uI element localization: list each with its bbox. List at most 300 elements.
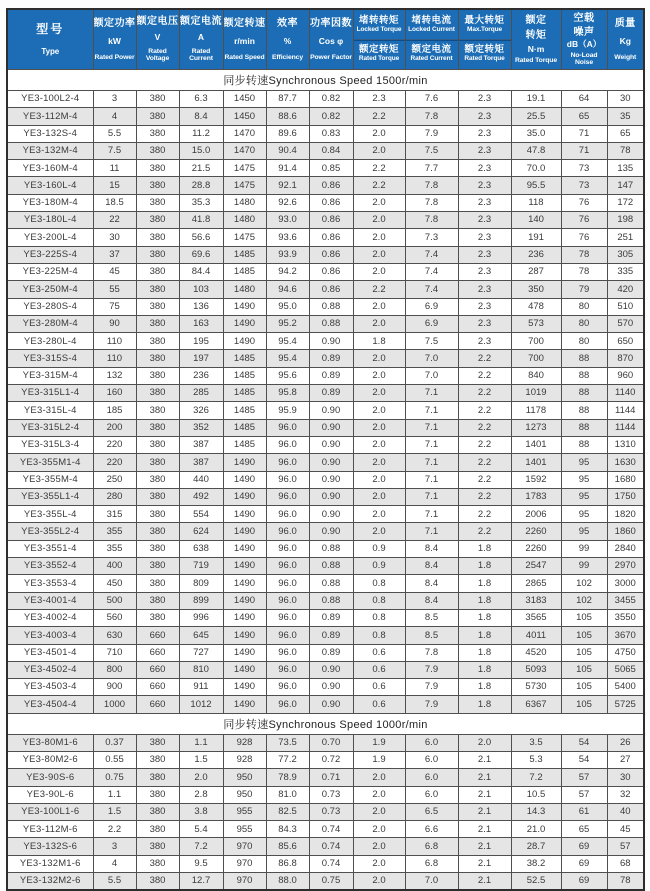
table-cell: 0.73 xyxy=(309,786,353,803)
model-cell: YE3-4504-4 xyxy=(7,696,93,713)
table-cell: 220 xyxy=(93,436,136,453)
header-unit-label: N·m xyxy=(527,43,545,54)
model-cell: YE3-315L-4 xyxy=(7,402,93,419)
table-row xyxy=(7,454,644,471)
table-row xyxy=(7,661,644,678)
table-cell: 96.0 xyxy=(266,592,309,609)
model-cell: YE3-80M2-6 xyxy=(7,751,93,768)
table-cell: 64 xyxy=(561,91,607,108)
table-cell: 0.74 xyxy=(309,838,353,855)
table-cell: 84.4 xyxy=(179,263,223,280)
table-cell: 7.2 xyxy=(179,838,223,855)
table-row xyxy=(7,609,644,626)
table-cell: 810 xyxy=(179,661,223,678)
header-en-label: Rated Torque xyxy=(464,55,505,63)
table-cell: 380 xyxy=(136,786,179,803)
table-cell: 573 xyxy=(511,315,561,332)
model-cell: YE3-4502-4 xyxy=(7,661,93,678)
table-cell: 1783 xyxy=(511,488,561,505)
table-row xyxy=(7,540,644,557)
header-zh-label: 噪声 xyxy=(573,26,595,38)
model-cell: YE3-112M-6 xyxy=(7,821,93,838)
table-row xyxy=(7,177,644,194)
table-cell: 900 xyxy=(93,679,136,696)
table-cell: 0.88 xyxy=(309,540,353,557)
table-cell: 0.90 xyxy=(309,454,353,471)
table-row xyxy=(7,367,644,384)
table-cell: 3565 xyxy=(511,609,561,626)
table-cell: 37 xyxy=(93,246,136,263)
table-cell: 0.6 xyxy=(353,661,405,678)
table-cell: 236 xyxy=(511,246,561,263)
header-unit-label: V xyxy=(154,32,161,43)
table-cell: 65 xyxy=(561,108,607,125)
table-cell: 2.0 xyxy=(353,367,405,384)
header-zh-label: 额定功率 xyxy=(93,18,136,30)
table-cell: 45 xyxy=(607,821,644,838)
model-cell: YE3-200L-4 xyxy=(7,229,93,246)
table-cell: 77.2 xyxy=(266,751,309,768)
table-cell: 0.73 xyxy=(309,803,353,820)
table-cell: 2.2 xyxy=(458,436,511,453)
table-cell: 660 xyxy=(136,696,179,713)
table-cell: 95 xyxy=(561,523,607,540)
table-cell: 7.1 xyxy=(405,523,458,540)
table-cell: 7.5 xyxy=(93,142,136,159)
table-cell: 2.1 xyxy=(458,751,511,768)
table-cell: 6367 xyxy=(511,696,561,713)
table-cell: 0.74 xyxy=(309,855,353,872)
table-cell: 380 xyxy=(136,246,179,263)
table-cell: 2.1 xyxy=(458,873,511,891)
table-cell: 92.1 xyxy=(266,177,309,194)
table-row xyxy=(7,786,644,803)
table-cell: 28.7 xyxy=(511,838,561,855)
table-cell: 27 xyxy=(607,751,644,768)
table-cell: 2.3 xyxy=(458,246,511,263)
header-en-label: Max.Torque xyxy=(467,26,502,34)
table-cell: 96.0 xyxy=(266,679,309,696)
table-cell: 30 xyxy=(607,91,644,108)
table-cell: 25.5 xyxy=(511,108,561,125)
table-cell: 2.2 xyxy=(353,160,405,177)
header-ratio-top xyxy=(354,11,405,40)
table-row xyxy=(7,873,644,891)
table-cell: 220 xyxy=(93,454,136,471)
table-cell: 645 xyxy=(179,627,223,644)
table-cell: 2.2 xyxy=(353,177,405,194)
table-cell: 996 xyxy=(179,609,223,626)
table-cell: 96.0 xyxy=(266,696,309,713)
table-cell: 1470 xyxy=(223,142,266,159)
table-cell: 73.5 xyxy=(266,734,309,751)
table-row xyxy=(7,506,644,523)
model-cell: YE3-355L1-4 xyxy=(7,488,93,505)
table-cell: 0.75 xyxy=(93,769,136,786)
table-cell: 21.0 xyxy=(511,821,561,838)
table-cell: 1480 xyxy=(223,194,266,211)
table-cell: 197 xyxy=(179,350,223,367)
table-cell: 0.6 xyxy=(353,679,405,696)
table-cell: 960 xyxy=(607,367,644,384)
table-cell: 1.8 xyxy=(458,679,511,696)
table-cell: 2.2 xyxy=(458,506,511,523)
table-cell: 11.2 xyxy=(179,125,223,142)
table-cell: 1490 xyxy=(223,488,266,505)
table-cell: 76 xyxy=(561,229,607,246)
table-cell: 1178 xyxy=(511,402,561,419)
table-cell: 1490 xyxy=(223,540,266,557)
table-cell: 79 xyxy=(561,281,607,298)
table-cell: 95.9 xyxy=(266,402,309,419)
table-cell: 105 xyxy=(561,609,607,626)
table-row xyxy=(7,627,644,644)
table-cell: 1144 xyxy=(607,419,644,436)
table-cell: 96.0 xyxy=(266,471,309,488)
table-cell: 96.0 xyxy=(266,575,309,592)
table-cell: 2.2 xyxy=(353,108,405,125)
model-cell: YE3-90L-6 xyxy=(7,786,93,803)
table-cell: 2.0 xyxy=(458,734,511,751)
table-row xyxy=(7,855,644,872)
table-cell: 2.0 xyxy=(353,454,405,471)
table-cell: 2.1 xyxy=(458,803,511,820)
model-cell: YE3-225M-4 xyxy=(7,263,93,280)
table-cell: 88 xyxy=(561,402,607,419)
table-cell: 0.90 xyxy=(309,696,353,713)
table-cell: 660 xyxy=(136,644,179,661)
table-cell: 2.0 xyxy=(353,298,405,315)
table-cell: 88 xyxy=(561,350,607,367)
table-cell: 2.2 xyxy=(458,419,511,436)
model-cell: YE3-132M-4 xyxy=(7,142,93,159)
table-cell: 0.72 xyxy=(309,751,353,768)
model-cell: YE3-3553-4 xyxy=(7,575,93,592)
table-cell: 110 xyxy=(93,333,136,350)
model-cell: YE3-355L-4 xyxy=(7,506,93,523)
table-cell: 7.7 xyxy=(405,160,458,177)
table-cell: 35.3 xyxy=(179,194,223,211)
table-cell: 54 xyxy=(561,751,607,768)
table-row xyxy=(7,523,644,540)
table-row xyxy=(7,558,644,575)
table-cell: 105 xyxy=(561,679,607,696)
table-cell: 955 xyxy=(223,803,266,820)
table-row xyxy=(7,385,644,402)
table-cell: 0.8 xyxy=(353,627,405,644)
table-cell: 35 xyxy=(607,108,644,125)
table-row xyxy=(7,263,644,280)
table-cell: 2.0 xyxy=(353,873,405,891)
table-cell: 200 xyxy=(93,419,136,436)
table-cell: 1490 xyxy=(223,679,266,696)
table-cell: 2006 xyxy=(511,506,561,523)
table-cell: 6.5 xyxy=(405,803,458,820)
table-cell: 1.8 xyxy=(353,333,405,350)
table-cell: 0.86 xyxy=(309,212,353,229)
model-cell: YE3-355L2-4 xyxy=(7,523,93,540)
model-cell: YE3-315M-4 xyxy=(7,367,93,384)
table-cell: 88 xyxy=(561,419,607,436)
table-cell: 2.0 xyxy=(353,402,405,419)
model-cell: YE3-4002-4 xyxy=(7,609,93,626)
table-cell: 28.8 xyxy=(179,177,223,194)
table-cell: 102 xyxy=(561,575,607,592)
col-header-rated-speed xyxy=(223,9,266,70)
table-cell: 88.0 xyxy=(266,873,309,891)
header-zh-label: 功率因数 xyxy=(310,18,352,30)
table-cell: 0.90 xyxy=(309,661,353,678)
table-cell: 8.4 xyxy=(405,575,458,592)
table-cell: 970 xyxy=(223,838,266,855)
table-cell: 22 xyxy=(93,212,136,229)
table-cell: 285 xyxy=(179,385,223,402)
table-cell: 380 xyxy=(136,769,179,786)
table-cell: 2970 xyxy=(607,558,644,575)
table-cell: 41.8 xyxy=(179,212,223,229)
header-en-label: Rated Speed xyxy=(224,53,265,61)
table-cell: 380 xyxy=(136,471,179,488)
table-row xyxy=(7,436,644,453)
header-zh-label: 质量 xyxy=(614,18,636,30)
table-cell: 5400 xyxy=(607,679,644,696)
table-cell: 380 xyxy=(136,281,179,298)
table-cell: 380 xyxy=(136,436,179,453)
table-cell: 95.4 xyxy=(266,350,309,367)
table-cell: 1490 xyxy=(223,558,266,575)
table-cell: 198 xyxy=(607,212,644,229)
table-cell: 2.3 xyxy=(458,142,511,159)
table-cell: 7.3 xyxy=(405,229,458,246)
model-cell: YE3-132M2-6 xyxy=(7,873,93,891)
table-cell: 2.0 xyxy=(353,855,405,872)
col-header-rated-torque xyxy=(511,9,561,70)
table-cell: 380 xyxy=(136,454,179,471)
table-cell: 719 xyxy=(179,558,223,575)
table-cell: 88.6 xyxy=(266,108,309,125)
table-cell: 380 xyxy=(136,350,179,367)
model-cell: YE3-132M1-6 xyxy=(7,855,93,872)
table-cell: 1490 xyxy=(223,592,266,609)
table-cell: 105 xyxy=(561,627,607,644)
table-cell: 7.4 xyxy=(405,263,458,280)
table-cell: 3670 xyxy=(607,627,644,644)
table-cell: 0.86 xyxy=(309,177,353,194)
table-cell: 2.3 xyxy=(458,108,511,125)
table-cell: 1.8 xyxy=(458,627,511,644)
table-cell: 2.0 xyxy=(353,350,405,367)
table-cell: 9.5 xyxy=(179,855,223,872)
model-cell: YE3-80M1-6 xyxy=(7,734,93,751)
table-cell: 1.8 xyxy=(458,661,511,678)
table-cell: 0.89 xyxy=(309,609,353,626)
table-cell: 928 xyxy=(223,751,266,768)
table-cell: 5725 xyxy=(607,696,644,713)
header-zh-label: 额定电流 xyxy=(180,16,222,28)
table-cell: 3183 xyxy=(511,592,561,609)
table-cell: 1012 xyxy=(179,696,223,713)
table-cell: 71 xyxy=(561,142,607,159)
table-cell: 70.0 xyxy=(511,160,561,177)
table-cell: 2.0 xyxy=(353,838,405,855)
model-cell: YE3-112M-4 xyxy=(7,108,93,125)
header-en-label: Rated Current xyxy=(410,55,453,63)
table-cell: 1140 xyxy=(607,385,644,402)
table-cell: 450 xyxy=(93,575,136,592)
table-cell: 1490 xyxy=(223,644,266,661)
table-cell: 0.90 xyxy=(309,471,353,488)
table-row xyxy=(7,108,644,125)
table-cell: 7.8 xyxy=(405,177,458,194)
table-cell: 1.8 xyxy=(458,558,511,575)
table-cell: 1490 xyxy=(223,298,266,315)
table-cell: 280 xyxy=(93,488,136,505)
table-cell: 0.74 xyxy=(309,821,353,838)
header-en-label: Rated Torque xyxy=(514,57,558,65)
table-cell: 96.0 xyxy=(266,609,309,626)
table-cell: 380 xyxy=(136,734,179,751)
table-cell: 54 xyxy=(561,734,607,751)
table-cell: 96.0 xyxy=(266,523,309,540)
table-cell: 1.5 xyxy=(93,803,136,820)
table-cell: 93.6 xyxy=(266,229,309,246)
table-cell: 2.2 xyxy=(458,402,511,419)
table-cell: 0.55 xyxy=(93,751,136,768)
table-cell: 2.2 xyxy=(458,385,511,402)
table-cell: 387 xyxy=(179,436,223,453)
table-cell: 78 xyxy=(607,142,644,159)
table-cell: 1.8 xyxy=(458,609,511,626)
table-cell: 478 xyxy=(511,298,561,315)
model-cell: YE3-355M-4 xyxy=(7,471,93,488)
table-cell: 950 xyxy=(223,786,266,803)
model-cell: YE3-4001-4 xyxy=(7,592,93,609)
table-cell: 2547 xyxy=(511,558,561,575)
table-cell: 3 xyxy=(93,838,136,855)
table-cell: 870 xyxy=(607,350,644,367)
table-cell: 0.37 xyxy=(93,734,136,751)
table-cell: 96.0 xyxy=(266,506,309,523)
model-cell: YE3-4003-4 xyxy=(7,627,93,644)
table-row xyxy=(7,298,644,315)
table-cell: 2.2 xyxy=(458,523,511,540)
table-cell: 7.8 xyxy=(405,212,458,229)
header-unit-label: Kg xyxy=(619,36,631,46)
table-cell: 2.2 xyxy=(353,281,405,298)
table-cell: 85.6 xyxy=(266,838,309,855)
table-cell: 163 xyxy=(179,315,223,332)
table-cell: 287 xyxy=(511,263,561,280)
table-cell: 57 xyxy=(607,838,644,855)
table-cell: 0.8 xyxy=(353,592,405,609)
header-unit-label: kW xyxy=(108,36,121,46)
table-cell: 0.6 xyxy=(353,644,405,661)
table-cell: 1490 xyxy=(223,627,266,644)
table-cell: 0.82 xyxy=(309,108,353,125)
model-cell: YE3-315L1-4 xyxy=(7,385,93,402)
table-cell: 335 xyxy=(607,263,644,280)
table-cell: 1490 xyxy=(223,454,266,471)
table-cell: 69.6 xyxy=(179,246,223,263)
table-cell: 1.1 xyxy=(93,786,136,803)
table-cell: 95 xyxy=(561,454,607,471)
table-cell: 570 xyxy=(607,315,644,332)
header-zh-label: 空载 xyxy=(573,13,595,25)
table-cell: 326 xyxy=(179,402,223,419)
table-cell: 2.3 xyxy=(458,160,511,177)
model-cell: YE3-180L-4 xyxy=(7,212,93,229)
table-cell: 6.9 xyxy=(405,315,458,332)
table-cell: 1490 xyxy=(223,609,266,626)
table-cell: 380 xyxy=(136,194,179,211)
table-cell: 15.0 xyxy=(179,142,223,159)
table-cell: 554 xyxy=(179,506,223,523)
table-cell: 2.3 xyxy=(458,194,511,211)
header-ratio-bottom xyxy=(459,40,511,68)
table-cell: 2.1 xyxy=(458,786,511,803)
table-cell: 6.0 xyxy=(405,734,458,751)
spec-table xyxy=(6,8,645,891)
table-cell: 96.0 xyxy=(266,419,309,436)
table-cell: 94.6 xyxy=(266,281,309,298)
table-cell: 10.5 xyxy=(511,786,561,803)
table-cell: 955 xyxy=(223,821,266,838)
table-cell: 18.5 xyxy=(93,194,136,211)
table-cell: 1490 xyxy=(223,315,266,332)
table-cell: 2.8 xyxy=(179,786,223,803)
header-en-label: Rated Current xyxy=(189,48,213,63)
model-cell: YE3-225S-4 xyxy=(7,246,93,263)
table-cell: 0.90 xyxy=(309,506,353,523)
table-cell: 1401 xyxy=(511,454,561,471)
table-cell: 7.1 xyxy=(405,436,458,453)
table-row xyxy=(7,91,644,108)
header-en-label: Weight xyxy=(614,53,637,61)
table-cell: 800 xyxy=(93,661,136,678)
model-cell: YE3-90S-6 xyxy=(7,769,93,786)
table-cell: 2.0 xyxy=(179,769,223,786)
table-cell: 2.0 xyxy=(353,263,405,280)
table-cell: 7.8 xyxy=(405,644,458,661)
table-cell: 0.90 xyxy=(309,679,353,696)
table-cell: 1680 xyxy=(607,471,644,488)
table-cell: 6.3 xyxy=(179,91,223,108)
table-cell: 1490 xyxy=(223,575,266,592)
table-cell: 2.1 xyxy=(458,838,511,855)
table-cell: 95 xyxy=(561,506,607,523)
table-cell: 8.4 xyxy=(179,108,223,125)
table-cell: 61 xyxy=(561,803,607,820)
table-cell: 69 xyxy=(561,873,607,891)
table-cell: 96.0 xyxy=(266,661,309,678)
table-cell: 65 xyxy=(561,821,607,838)
table-cell: 80 xyxy=(561,333,607,350)
table-cell: 7.4 xyxy=(405,281,458,298)
table-cell: 380 xyxy=(136,751,179,768)
table-cell: 0.88 xyxy=(309,315,353,332)
table-cell: 95.8 xyxy=(266,385,309,402)
table-cell: 84.3 xyxy=(266,821,309,838)
table-cell: 380 xyxy=(136,855,179,872)
table-cell: 1.8 xyxy=(458,540,511,557)
col-header-rated-power xyxy=(93,9,136,70)
table-row xyxy=(7,592,644,609)
table-cell: 1.8 xyxy=(458,696,511,713)
header-en-label: Efficiency xyxy=(271,53,304,61)
table-row xyxy=(7,212,644,229)
model-cell: YE3-132S-6 xyxy=(7,838,93,855)
table-cell: 3550 xyxy=(607,609,644,626)
